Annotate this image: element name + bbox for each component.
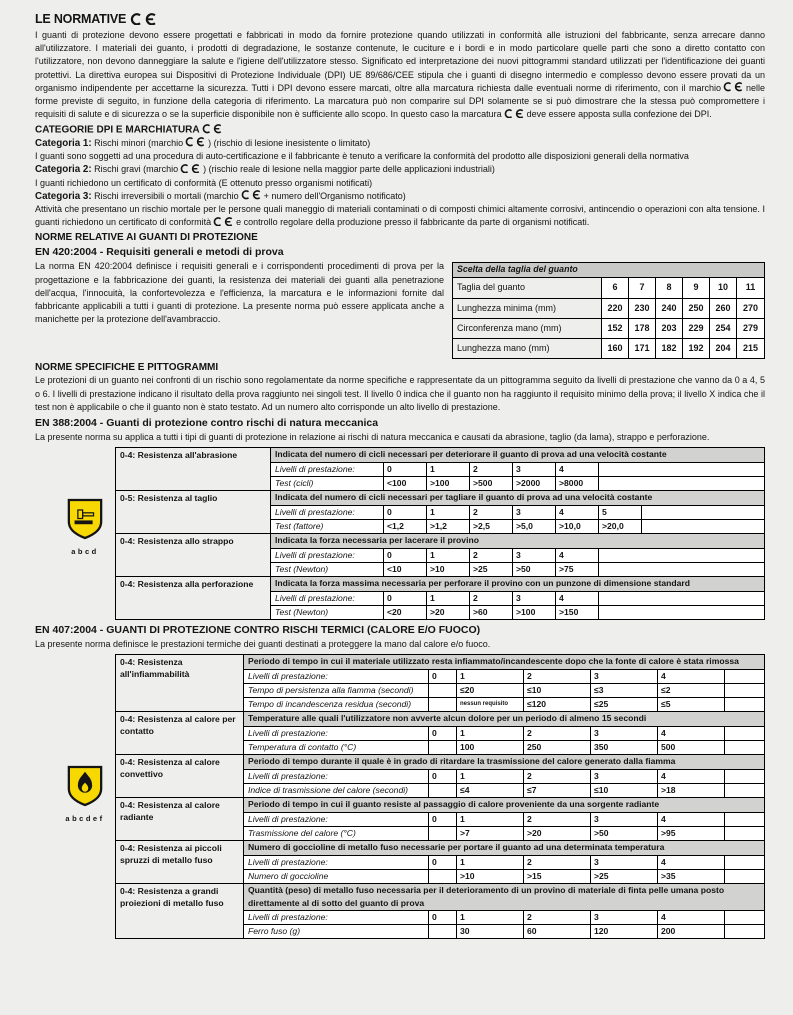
table-row [244,812,764,826]
test-detail [244,884,764,938]
value-cell: <10 [384,563,427,576]
value-cell: >95 [658,827,725,840]
value-cell: >100 [427,477,470,490]
value-cell: 0 [429,856,457,869]
value-cell: >100 [513,606,556,619]
empty-cell [642,506,764,519]
value-cell [429,684,457,697]
size-value-cell: 6 [602,278,629,298]
empty-cell [725,670,764,683]
table-row [271,591,764,605]
size-value-cell: 152 [602,319,629,338]
category-1-post: ) (rischio di lesione inesistente o limitato) [208,137,371,148]
value-cell: ≤120 [524,698,591,711]
value-cell: 0 [429,670,457,683]
ce-mark-icon [185,137,206,147]
test-detail [271,448,764,490]
category-3-post: + numero dell'Organismo notificato) [263,190,406,201]
test-name-cell: 0-4: Resistenza alla perforazione [116,577,271,619]
row-label-cell: Indice di trasmissione del calore (secondi) [244,784,429,797]
row-label-cell: Test (cicli) [271,477,384,490]
en388-text: La presente norma su applica a tutti i tipi di guanti di protezione in relazione ai rischi di natura meccanica e causati da abrasione, taglio (da lama), strappo e perforazione. [35,431,710,442]
categories-heading [35,124,765,136]
value-cell: 250 [524,741,591,754]
test-detail [244,755,764,797]
row-label-cell: Test (Newton) [271,606,384,619]
value-cell: 4 [658,770,725,783]
empty-cell [642,520,764,533]
test-detail [244,655,764,711]
value-cell: >20,0 [599,520,642,533]
empty-cell [725,784,764,797]
value-cell: 2 [470,506,513,519]
empty-cell [599,563,764,576]
category-1-text: I guanti sono soggetti ad una procedura di auto-certificazione e il fabbricante è tenuto a verificare la conformità del prodotto alle disposizioni generali della normativa [35,151,689,162]
en407-text: La presente norma definisce le prestazioni termiche dei guanti destinati a proteggere la mano dal calore e/o fuoco. [35,639,491,650]
table-row [116,883,764,938]
value-cell: >20 [524,827,591,840]
value-cell: 2 [524,856,591,869]
value-cell: 3 [591,770,658,783]
size-value-cell: 270 [737,299,764,318]
value-cell: 4 [658,911,725,924]
test-description-cell: Temperature alle quali l'utilizzatore non avverte alcun dolore per un periodo di almeno 15 secondi [244,712,764,726]
en388-table [115,447,765,620]
value-cell: 0 [384,506,427,519]
table-row [271,505,764,519]
row-label-cell: Numero di goccioline [244,870,429,883]
en407-pictogram-letters: abcdef [65,814,105,824]
value-cell: >2000 [513,477,556,490]
value-cell [429,925,457,938]
size-value-cell: 171 [629,339,656,358]
category-3-text [35,203,765,229]
value-cell: 5 [599,506,642,519]
page-title-text: LE NORMATIVE [35,12,127,26]
value-cell: 4 [556,592,599,605]
value-cell: 2 [470,463,513,476]
size-value-cell: 178 [629,319,656,338]
value-cell: 4 [556,506,599,519]
size-value-cell: 9 [683,278,710,298]
table-row [244,783,764,797]
value-cell: 2 [524,727,591,740]
value-cell: ≤3 [591,684,658,697]
value-cell: >20 [427,606,470,619]
value-cell [429,698,457,711]
size-value-cell: 254 [710,319,737,338]
value-cell: 2 [470,549,513,562]
value-cell: ≤2 [658,684,725,697]
test-name-cell: 0-4: Resistenza al calore convettivo [116,755,244,797]
test-detail [271,534,764,576]
row-label-cell: Livelli di prestazione: [271,463,384,476]
test-description-cell: Indicata la forza necessaria per lacerare il provino [271,534,764,548]
intro-text-2: nelle forme previste di seguito, in funzione della categoria di riferimento. La marcatura può non comparire sul DPI solamente se si può dimostrare che la stessa può compromettere i requisiti di salute e di sicurezza o se la superficie disponibile non è sufficiente allo scopo. In questo caso la marcatura [35,82,765,120]
row-label-cell: Temperatura di contatto (°C) [244,741,429,754]
table-row [244,683,764,697]
ce-mark-icon [130,13,158,26]
empty-cell [725,727,764,740]
table-row [271,519,764,533]
test-name-cell: 0-5: Resistenza al taglio [116,491,271,533]
test-detail [244,712,764,754]
test-description-cell: Quantità (peso) di metallo fuso necessaria per il deterioramento di un provino di materiale di finta pelle umana posto direttamente al di sotto del guanto di prova [244,884,764,910]
en420-heading: EN 420:2004 - Requisiti generali e metodi di prova [35,246,284,259]
size-value-cell: 204 [710,339,737,358]
category-1-line [35,137,765,150]
table-row [453,298,764,318]
table-row [116,448,764,490]
row-label-cell: Trasmissione del calore (°C) [244,827,429,840]
empty-cell [599,549,764,562]
table-row [271,462,764,476]
glove-size-table [452,262,765,359]
value-cell: 500 [658,741,725,754]
value-cell: 3 [513,592,556,605]
value-cell: >5,0 [513,520,556,533]
ce-mark-icon [723,82,744,92]
empty-cell [599,463,764,476]
test-description-cell: Indicata la forza massima necessaria per perforare il provino con un punzone di dimensione standard [271,577,764,591]
value-cell: 4 [556,549,599,562]
value-cell: 3 [513,549,556,562]
value-cell: 200 [658,925,725,938]
test-detail [271,577,764,619]
value-cell: 2 [524,670,591,683]
test-description-cell: Periodo di tempo in cui il guanto resiste al passaggio di calore proveniente da una sorgente radiante [244,798,764,812]
table-row [116,490,764,533]
empty-cell [599,606,764,619]
en420-section [35,260,765,359]
test-detail [244,798,764,840]
value-cell: ≤4 [457,784,524,797]
table-row [244,869,764,883]
row-label-cell: Tempo di incandescenza residua (secondi) [244,698,429,711]
test-name-cell: 0-4: Resistenza al calore radiante [116,798,244,840]
size-value-cell: 215 [737,339,764,358]
value-cell: 4 [658,856,725,869]
page-title [35,12,765,26]
category-2-pre: Rischi gravi (marchio [94,164,179,175]
value-cell: 0 [384,592,427,605]
value-cell [429,827,457,840]
size-row-label: Circonferenza mano (mm) [453,319,602,338]
value-cell: 1 [457,727,524,740]
value-cell: <100 [384,477,427,490]
test-description-cell: Indicata del numero di cicli necessari per tagliare il guanto di prova ad una velocità costante [271,491,764,505]
categories-heading-text: CATEGORIE DPI E MARCHIATURA [35,124,200,136]
category-1-label: Categoria 1: [35,137,92,149]
value-cell: >10,0 [556,520,599,533]
row-label-cell: Livelli di prestazione: [271,549,384,562]
value-cell: nessun requisito [457,698,524,711]
value-cell: 2 [524,911,591,924]
table-row [244,726,764,740]
value-cell: 3 [513,506,556,519]
value-cell [429,784,457,797]
value-cell: <1,2 [384,520,427,533]
size-value-cell: 11 [737,278,764,298]
value-cell: >25 [591,870,658,883]
table-row [116,576,764,619]
pittogrammi-text: Le protezioni di un guanto nei confronti di un rischio sono regolamentate da norme specifiche e rappresentate da un pittogramma seguito da livelli di prestazione che vanno da 0 a 4, 5 o 6. I livelli di prestazione indicano il risultato della prova raggiunto nei singoli test. Il livello 0 indica che il guanto non ha raggiunto il requisito minimo della prova; il livello X indica che il test non è applicabile o che il guanto non è stato testato. Ad un numero alto corrisponde un alto livello di prestazione. [35,375,765,412]
value-cell: 3 [591,670,658,683]
value-cell: >10 [457,870,524,883]
value-cell: >18 [658,784,725,797]
value-cell: 1 [427,549,470,562]
empty-cell [725,698,764,711]
size-row-label: Taglia del guanto [453,278,602,298]
category-2-post: ) (rischio reale di lesione nella maggior parte delle applicazioni industriali) [203,164,495,175]
en388-pictogram [57,497,113,556]
value-cell: >50 [591,827,658,840]
row-label-cell: Livelli di prestazione: [271,506,384,519]
category-3-line [35,190,765,203]
size-value-cell: 8 [656,278,683,298]
value-cell: 0 [429,727,457,740]
category-2-line [35,163,765,176]
table-row [453,338,764,358]
size-table-title: Scelta della taglia del guanto [453,263,764,278]
size-value-cell: 229 [683,319,710,338]
value-cell: 1 [427,506,470,519]
size-value-cell: 7 [629,278,656,298]
value-cell: 1 [427,463,470,476]
value-cell: 0 [429,770,457,783]
category-3-text-1: Attività che presentano un rischio mortale per le persone quali maneggio di materiali contaminati o di composti chimici altamente corrosivi, antincendio o operazioni con alta tensione. I guanti richiedono un certificato di conformità [35,203,765,228]
test-name-cell: 0-4: Resistenza al calore per contatto [116,712,244,754]
value-cell: 30 [457,925,524,938]
table-row [453,278,764,298]
row-label-cell: Livelli di prestazione: [271,592,384,605]
value-cell: 3 [591,813,658,826]
table-row [271,605,764,619]
size-value-cell: 160 [602,339,629,358]
empty-cell [599,592,764,605]
value-cell: 100 [457,741,524,754]
value-cell: ≤25 [591,698,658,711]
table-row [116,797,764,840]
mechanical-hazard-shield-icon [66,497,104,541]
empty-cell [725,684,764,697]
table-row [244,769,764,783]
value-cell: 4 [658,727,725,740]
en407-table [115,654,765,939]
value-cell: ≤7 [524,784,591,797]
test-detail [244,841,764,883]
pittogrammi-heading: NORME SPECIFICHE E PITTOGRAMMI [35,362,219,374]
row-label-cell: Test (fattore) [271,520,384,533]
table-row [271,548,764,562]
value-cell: >1,2 [427,520,470,533]
value-cell: 3 [591,911,658,924]
ce-mark-icon [202,124,223,134]
en407-heading: EN 407:2004 - GUANTI DI PROTEZIONE CONTRO RISCHI TERMICI (CALORE E/O FUOCO) [35,624,481,637]
en388-pictogram-letters: abcd [71,547,99,557]
value-cell: >50 [513,563,556,576]
value-cell: <20 [384,606,427,619]
value-cell: 60 [524,925,591,938]
value-cell: >8000 [556,477,599,490]
value-cell: 2 [524,770,591,783]
value-cell: 0 [429,813,457,826]
table-row [244,924,764,938]
value-cell: 3 [591,727,658,740]
empty-cell [725,925,764,938]
test-description-cell: Periodo di tempo durante il quale è in grado di ritardare la trasmissione del calore generato dalla fiamma [244,755,764,769]
intro-paragraph [35,29,765,121]
table-row [271,476,764,490]
size-value-cell: 230 [629,299,656,318]
category-2-text: I guanti richiedono un certificato di conformità (E ottenuto presso organismi notificati) [35,177,373,188]
table-row [116,711,764,754]
table-row [453,318,764,338]
table-row [116,754,764,797]
value-cell: >75 [556,563,599,576]
test-description-cell: Indicata del numero di cicli necessari per deteriorare il guanto di prova ad una velocità costante [271,448,764,462]
empty-cell [725,856,764,869]
size-value-cell: 279 [737,319,764,338]
value-cell: 1 [457,856,524,869]
empty-cell [725,741,764,754]
size-value-cell: 192 [683,339,710,358]
en388-table-section [35,447,765,620]
value-cell: 1 [457,670,524,683]
intro-text-1: I guanti di protezione devono essere progettati e fabbricati in modo da fornire protezione quando utilizzati in conformità alle istruzioni del fabbricante, senza arrecare danno all'utilizzatore. I materiali dei guanto, i prodotti di degradazione, le sostanze contenute, le cuciture e i bordi e in modo particolare quelle parti che sono a diretto contatto con l'utilizzatore, non devono danneggiare la salute e l'igiene dell'utilizzatore stesso. Significato ed interpretazione dei nuovi pittogrammi standard utilizzati per l'identificazione dei guanti protettivi. La direttiva europea sui Dispositivi di Protezione Individuale (DPI) UE 89/686/CEE stipula che i guanti di disegno intermedio e complesso devono essere provati da un organismo indipendente per accettarne la sicurezza. Tutti i DPI devono essere marcati, oltre alla marcatura richiesta dalle eventuali norme di riferimento, con il marchio [35,30,765,93]
value-cell: 4 [658,813,725,826]
table-row [244,740,764,754]
size-value-cell: 182 [656,339,683,358]
ce-mark-icon [213,217,234,227]
test-name-cell: 0-4: Resistenza all'infiammabilità [116,655,244,711]
value-cell: >25 [470,563,513,576]
value-cell: 2 [524,813,591,826]
value-cell: ≤5 [658,698,725,711]
row-label-cell: Livelli di prestazione: [244,813,429,826]
size-value-cell: 250 [683,299,710,318]
table-row [116,655,764,711]
empty-cell [725,770,764,783]
size-row-label: Lunghezza mano (mm) [453,339,602,358]
ce-mark-icon [504,109,525,119]
size-value-cell: 260 [710,299,737,318]
table-row [244,855,764,869]
value-cell: 3 [591,856,658,869]
en388-heading: EN 388:2004 - Guanti di protezione contro rischi di natura meccanica [35,416,379,429]
intro-text-3: deve essere apposta sulla confezione dei DPI. [526,109,712,120]
test-description-cell: Numero di goccioline di metallo fuso necessarie per portare il guanto ad una determinata temperatura [244,841,764,855]
row-label-cell: Livelli di prestazione: [244,727,429,740]
value-cell: >15 [524,870,591,883]
value-cell: 2 [470,592,513,605]
value-cell: >7 [457,827,524,840]
value-cell: 4 [556,463,599,476]
value-cell: 4 [658,670,725,683]
test-name-cell: 0-4: Resistenza allo strappo [116,534,271,576]
value-cell: ≤10 [524,684,591,697]
empty-cell [725,827,764,840]
row-label-cell: Livelli di prestazione: [244,856,429,869]
category-2-label: Categoria 2: [35,164,92,176]
test-name-cell: 0-4: Resistenza ai piccoli spruzzi di metallo fuso [116,841,244,883]
row-label-cell: Livelli di prestazione: [244,770,429,783]
category-3-pre: Rischi irreversibili o mortali (marchio [94,190,239,201]
table-row [244,669,764,683]
test-description-cell: Periodo di tempo in cui il materiale utilizzato resta infiammato/incandescente dopo che la fonte di calore è stata rimossa [244,655,764,669]
value-cell: 3 [513,463,556,476]
row-label-cell: Ferro fuso (g) [244,925,429,938]
norme-heading: NORME RELATIVE AI GUANTI DI PROTEZIONE [35,232,258,244]
value-cell: ≤10 [591,784,658,797]
row-label-cell: Test (Newton) [271,563,384,576]
table-row [244,910,764,924]
value-cell: 1 [427,592,470,605]
row-label-cell: Livelli di prestazione: [244,911,429,924]
size-row-label: Lunghezza minima (mm) [453,299,602,318]
value-cell: 0 [429,911,457,924]
value-cell: ≤20 [457,684,524,697]
value-cell [429,870,457,883]
en420-text: La norma EN 420:2004 definisce i requisiti generali e i corrispondenti procedimenti di prova per la progettazione e la fabbricazione dei guanti, la resistenza dei materiali dei guanti alla penetrazione dell'acqua, l'innocuità, la confortevolezza e l'efficienza, la marcatura e le informazioni fornite dal fabbricante applicabili a tutti i guanti di protezione. La presente norma può essere applicata anche a manichette per la protezione dell'avambraccio. [35,261,444,325]
value-cell: >35 [658,870,725,883]
size-value-cell: 220 [602,299,629,318]
empty-cell [725,911,764,924]
value-cell: 350 [591,741,658,754]
table-row [116,533,764,576]
value-cell: >150 [556,606,599,619]
table-row [116,840,764,883]
size-value-cell: 203 [656,319,683,338]
value-cell: >500 [470,477,513,490]
value-cell: 1 [457,813,524,826]
empty-cell [725,813,764,826]
en407-table-section [35,654,765,939]
value-cell: 1 [457,911,524,924]
empty-cell [599,477,764,490]
ce-mark-icon [180,164,201,174]
test-name-cell: 0-4: Resistenza all'abrasione [116,448,271,490]
row-label-cell: Livelli di prestazione: [244,670,429,683]
ce-mark-icon [241,190,262,200]
category-3-label: Categoria 3: [35,190,92,202]
value-cell: >60 [470,606,513,619]
value-cell: 1 [457,770,524,783]
empty-cell [725,870,764,883]
value-cell: >2,5 [470,520,513,533]
table-row [244,697,764,711]
value-cell [429,741,457,754]
value-cell: 0 [384,463,427,476]
heat-flame-hazard-shield-icon [66,764,104,808]
row-label-cell: Tempo di persistenza alla fiamma (secondi) [244,684,429,697]
category-3-text-2: e controllo regolare della produzione presso il fabbricante da parte di organismi notificati. [236,217,590,228]
size-value-cell: 10 [710,278,737,298]
table-row [244,826,764,840]
en407-pictogram [57,764,113,823]
value-cell: 0 [384,549,427,562]
size-value-cell: 240 [656,299,683,318]
table-row [271,562,764,576]
value-cell: >10 [427,563,470,576]
value-cell: 120 [591,925,658,938]
test-detail [271,491,764,533]
test-name-cell: 0-4: Resistenza a grandi proiezioni di metallo fuso [116,884,244,938]
category-1-pre: Rischi minori (marchio [94,137,184,148]
